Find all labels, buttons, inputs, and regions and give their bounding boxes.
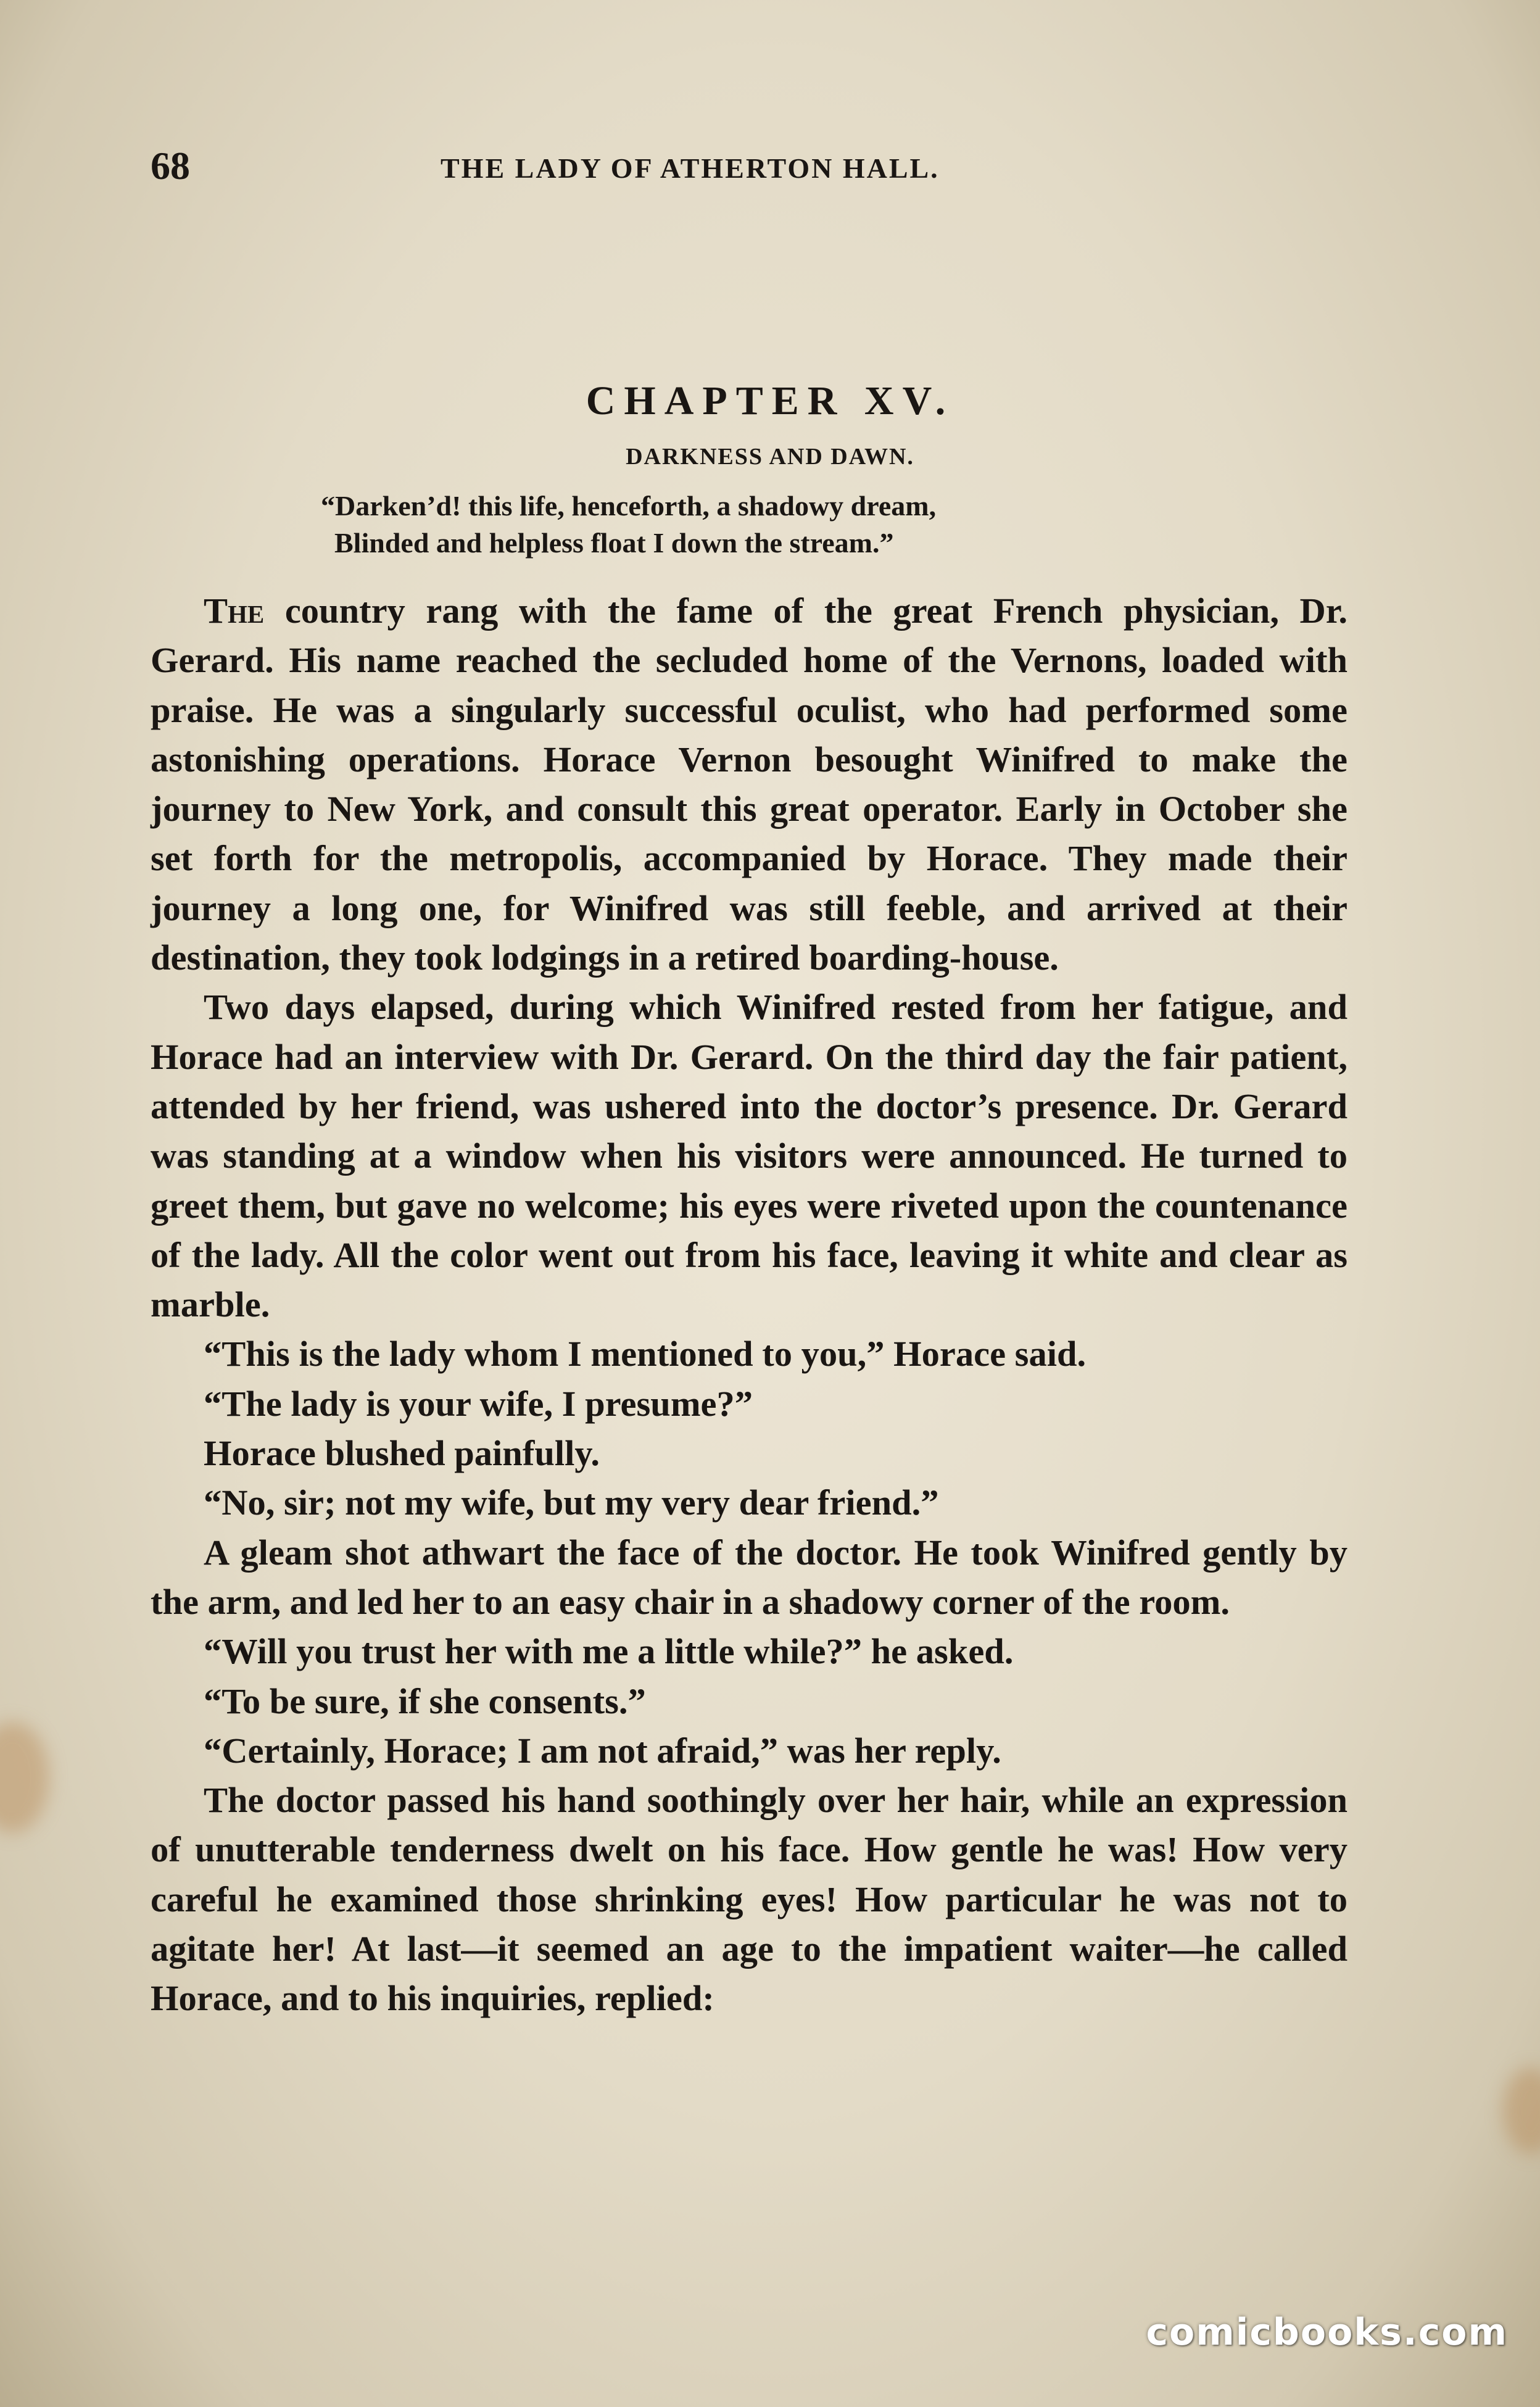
paragraph: “Certainly, Horace; I am not afraid,” was her reply. (204, 1730, 1001, 1771)
paragraph: “No, sir; not my wife, but my very dear friend.” (204, 1482, 939, 1523)
epigraph-line: Blinded and helpless float I down the stream.” (334, 527, 894, 559)
paragraph: “Will you trust her with me a little while?” he asked. (204, 1631, 1014, 1672)
chapter-subtitle: DARKNESS AND DAWN. (626, 444, 914, 470)
paragraph: “This is the lady whom I mentioned to you,” Horace said. (204, 1334, 1087, 1374)
page-number: 68 (151, 144, 190, 188)
paragraph: “The lady is your wife, I presume?” (204, 1383, 753, 1424)
paragraph-text: country rang with the fame of the great French physician, Dr. Gerard. His name reached the secluded home of the Vernons, loaded with praise. He was a singularly successful oculist, who had performed some astonishing operations. Horace Vernon besought Winifred to make the journey to New York, and consult this great operator. Early in October she set forth for the metropolis, accompanied by Horace. They made their journey a long one, for Winifred was still feeble, and arrived at their destination, they took lodgings in a retired boarding-house. (151, 591, 1348, 978)
epigraph-line: “Darken’d! this life, henceforth, a shadowy dream, (321, 490, 937, 522)
watermark: comicbooks.com (1146, 2311, 1508, 2354)
paragraph: The doctor passed his hand soothingly over her hair, while an expression of unutterable tenderness dwelt on his face. How gentle he was! How very careful he examined those shrinking eyes! How particular he was not to agitate her! At last—it seemed an age to the impatient waiter—he called Horace, and to his inquiries, replied: (151, 1780, 1348, 2019)
running-head (151, 143, 1360, 193)
epigraph (321, 488, 936, 562)
drop-word: The (204, 591, 265, 631)
paragraph (151, 586, 1348, 983)
paragraph: A gleam shot athwart the face of the doctor. He took Winifred gently by the arm, and led her to an easy chair in a shadowy corner of the room. (151, 1532, 1348, 1622)
paper-stain (0, 1722, 49, 1833)
paper-stain (1503, 2068, 1540, 2154)
body-text (151, 586, 1348, 2024)
chapter-title: CHAPTER XV. (586, 378, 954, 423)
book-title: THE LADY OF ATHERTON HALL. (441, 152, 940, 184)
paragraph: “To be sure, if she consents.” (204, 1681, 646, 1721)
paragraph: Horace blushed painfully. (204, 1433, 600, 1474)
paragraph: Two days elapsed, during which Winifred rested from her fatigue, and Horace had an interview with Dr. Gerard. On the third day the fair patient, attended by her friend, was ushered into the doctor’s presence. Dr. Gerard was standing at a window when his visitors were announced. He turned to greet them, but gave no welcome; his eyes were riveted upon the countenance of the lady. All the color went out from his face, leaving it white and clear as marble. (151, 987, 1348, 1325)
